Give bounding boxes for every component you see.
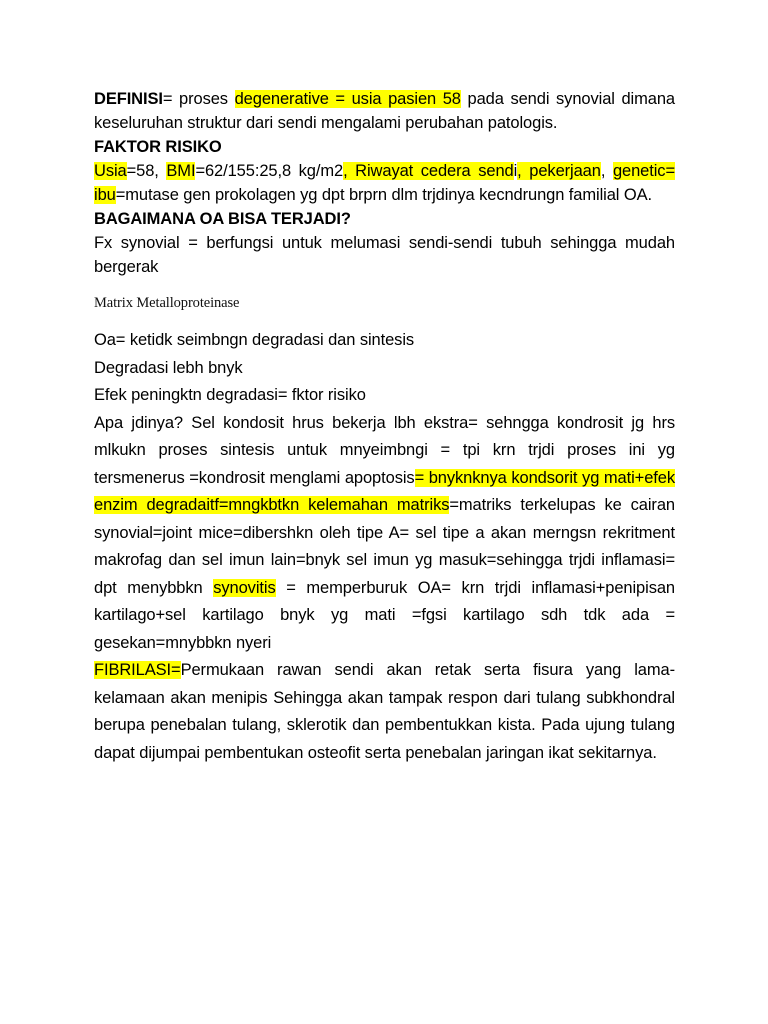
- definisi-paragraph: [94, 87, 675, 135]
- faktor-text-4: ,: [600, 162, 613, 180]
- faktor-pekerjaan-highlight: , pekerjaan: [517, 162, 601, 180]
- body-line-3: Efek peningktn degradasi= fktor risiko: [94, 386, 366, 404]
- body-line-2: Degradasi lebh bnyk: [94, 358, 243, 377]
- faktor-text-1: =58,: [126, 162, 167, 180]
- definisi-highlight: degenerative = usia pasien 58: [234, 90, 461, 108]
- fibrilasi-label: FIBRILASI=: [94, 661, 181, 679]
- body-text-2: =matriks terkelupas ke cairan synovial=joint mice=dibershkn oleh tipe A= sel tipe a akan merngsn rekritment makrofag dan sel imun lain=bnyk sel imun yg masuk=sehingga trjdi inflamasi= dpt menybbkn: [94, 496, 675, 597]
- fibrilasi-text: Permukaan rawan sendi akan retak serta fisura yang lama-kelamaan akan menipis Sehingga akan tampak respon dari tulang subkhondral berupa penebalan tulang, sklerotik dan pembentukkan kista. Pada ujung tulang dapat dijumpai pembentukan osteofit serta penebalan jaringan ikat sekitarnya.: [94, 661, 675, 762]
- definisi-label: DEFINISI: [94, 90, 163, 108]
- body-text-1: Apa jdinya? Sel kondosit hrus bekerja lbh ekstra= sehngga kondrosit jg hrs mlkukn proses sintesis untuk mnyeimbngi = tpi krn trjdi proses ini yg tersmenerus =kondrosit menglami apoptosis: [94, 413, 675, 487]
- fibrilasi-paragraph: [94, 657, 675, 767]
- faktor-risiko-paragraph: [94, 159, 675, 207]
- body-highlight-synovitis: synovitis: [213, 578, 276, 597]
- bagaimana-heading: BAGAIMANA OA BISA TERJADI?: [94, 210, 351, 228]
- faktor-bmi-highlight: BMI: [166, 162, 196, 180]
- faktor-text-3: i: [513, 162, 518, 180]
- body-paragraph: [94, 410, 675, 658]
- definisi-text-1: = proses: [162, 90, 235, 108]
- faktor-text-5: =mutase gen prokolagen yg dpt brprn dlm trjdinya kecndrungn familial OA.: [115, 186, 652, 204]
- body-text-3: = memperburuk OA= krn trjdi inflamasi+penipisan kartilago+sel kartilago bnyk yg mati =fgsi kartilago sdh tdk ada = gesekan=mnybbkn nyeri: [94, 578, 675, 652]
- matrix-title: Matrix Metalloproteinase: [94, 295, 240, 311]
- faktor-usia-highlight: Usia: [94, 162, 127, 180]
- faktor-text-2: =62/155:25,8 kg/m2: [195, 162, 344, 180]
- faktor-riwayat-highlight: , Riwayat cedera send: [343, 162, 514, 180]
- bagaimana-paragraph: Fx synovial = berfungsi untuk melumasi sendi-sendi tubuh sehingga mudah bergerak: [94, 234, 675, 276]
- faktor-risiko-heading: FAKTOR RISIKO: [94, 138, 222, 156]
- body-highlight-1: = bnyknknya kondsorit yg mati+efek enzim degradaitf=mngkbtkn kelemahan matriks: [94, 468, 675, 514]
- body-line-1: Oa= ketidk seimbngn degradasi dan sintesis: [94, 331, 415, 349]
- definisi-text-2: pada sendi synovial dimana keseluruhan struktur dari sendi mengalami perubahan patologis.: [94, 90, 675, 132]
- faktor-genetic-highlight: genetic= ibu: [94, 162, 675, 204]
- document-page: [94, 87, 675, 767]
